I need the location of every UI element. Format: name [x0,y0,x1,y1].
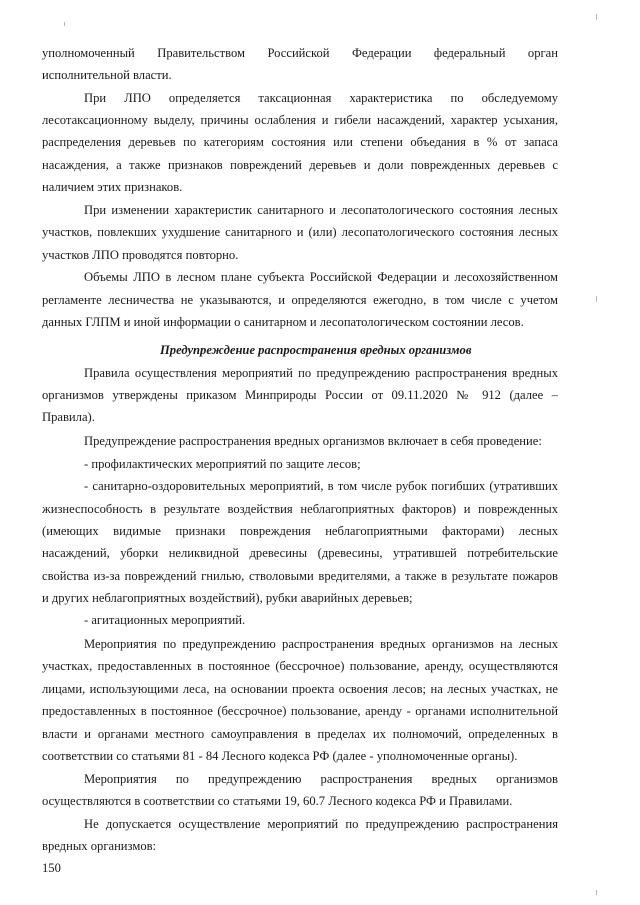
list-item: - агитационных мероприятий. [84,613,246,627]
text-line: данных ГЛПМ и иной информации о санитарном и лесопатологическом состоянии лесов. [42,315,524,329]
text-line: При ЛПО определяется таксационная характеристика по обследуемому [84,91,558,105]
text-line: участках, предоставленных в постоянное (бессрочное) пользование, аренду, осуществляются [42,659,558,673]
text-line: и других неблагоприятных воздействий), рубки аварийных деревьев; [42,591,413,605]
text-line: Мероприятия по предупреждению распространения вредных организмов [84,772,558,786]
text-line: вредных организмов: [42,839,157,853]
scan-mark [64,22,65,26]
text-line: осуществляются в соответствии со статьями 19, 60.7 Лесного кодекса РФ и Правилами. [42,794,513,808]
text-line: уполномоченный Правительством Российской Федерации федеральный орган [42,46,558,60]
text-line: Правила осуществления мероприятий по предупреждению распространения вредных [84,366,558,380]
scan-mark [596,14,597,20]
text-line: насаждений, уборки неликвидной древесины (древесины, утратившей потребительские [42,546,558,560]
text-line: регламенте лесничества не указываются, и определяются ежегодно, в том числе с учетом [42,293,558,307]
scan-mark [596,296,597,302]
text-line: предоставленных в постоянное (бессрочное) пользование, аренду - органами исполнительной [42,704,558,718]
text-line: лицами, использующими леса, на основании проекта освоения лесов; на лесных участках, не [42,682,558,696]
text-line: распределения деревьев по категориям состояния или степени объедания в % от запаса [42,135,558,149]
text-line: участков ЛПО проводятся повторно. [42,248,239,262]
section-heading: Предупреждение распространения вредных организмов [160,343,472,357]
text-line: Объемы ЛПО в лесном плане субъекта Российской Федерации и лесохозяйственном [84,270,558,284]
text-line: организмов утверждены приказом Минприроды России от 09.11.2020 № 912 (далее – [42,388,558,402]
text-line: Правила). [42,410,95,424]
page-number: 150 [42,861,61,875]
text-line: При изменении характеристик санитарного и лесопатологического состояния лесных [84,203,558,217]
text-line: лесотаксационному выделу, причины ослабления и гибели насаждений, характер усыхания, [42,113,558,127]
text-line: (имеющих видимые признаки повреждения неблагоприятными факторами) лесных [42,524,558,538]
text-line: насаждения, а также признаков повреждений деревьев и доли поврежденных деревьев с [42,158,558,172]
text-line: соответствии со статьями 81 - 84 Лесного кодекса РФ (далее - уполномоченные органы). [42,749,518,763]
text-line: наличием этих признаков. [42,180,183,194]
text-line: Предупреждение распространения вредных организмов включает в себя проведение: [84,434,542,448]
text-line: жизнеспособность в результате воздействия неблагоприятных факторов) и поврежденных [42,502,558,516]
text-line: Не допускается осуществление мероприятий по предупреждению распространения [84,817,558,831]
scan-mark [596,890,597,895]
text-line: исполнительной власти. [42,68,172,82]
list-item: - санитарно-оздоровительных мероприятий, в том числе рубок погибших (утративших [84,479,558,493]
text-line: власти и органами местного самоуправления в пределах их полномочий, определенных в [42,727,558,741]
text-line: участков, повлекших ухудшение санитарного и (или) лесопатологического состояния лесных [42,225,558,239]
text-line: свойства из-за повреждений гнилью, стволовыми вредителями, а также в результате пожаров [42,569,558,583]
list-item: - профилактических мероприятий по защите лесов; [84,457,361,471]
text-line: Мероприятия по предупреждению распространения вредных организмов на лесных [84,637,558,651]
